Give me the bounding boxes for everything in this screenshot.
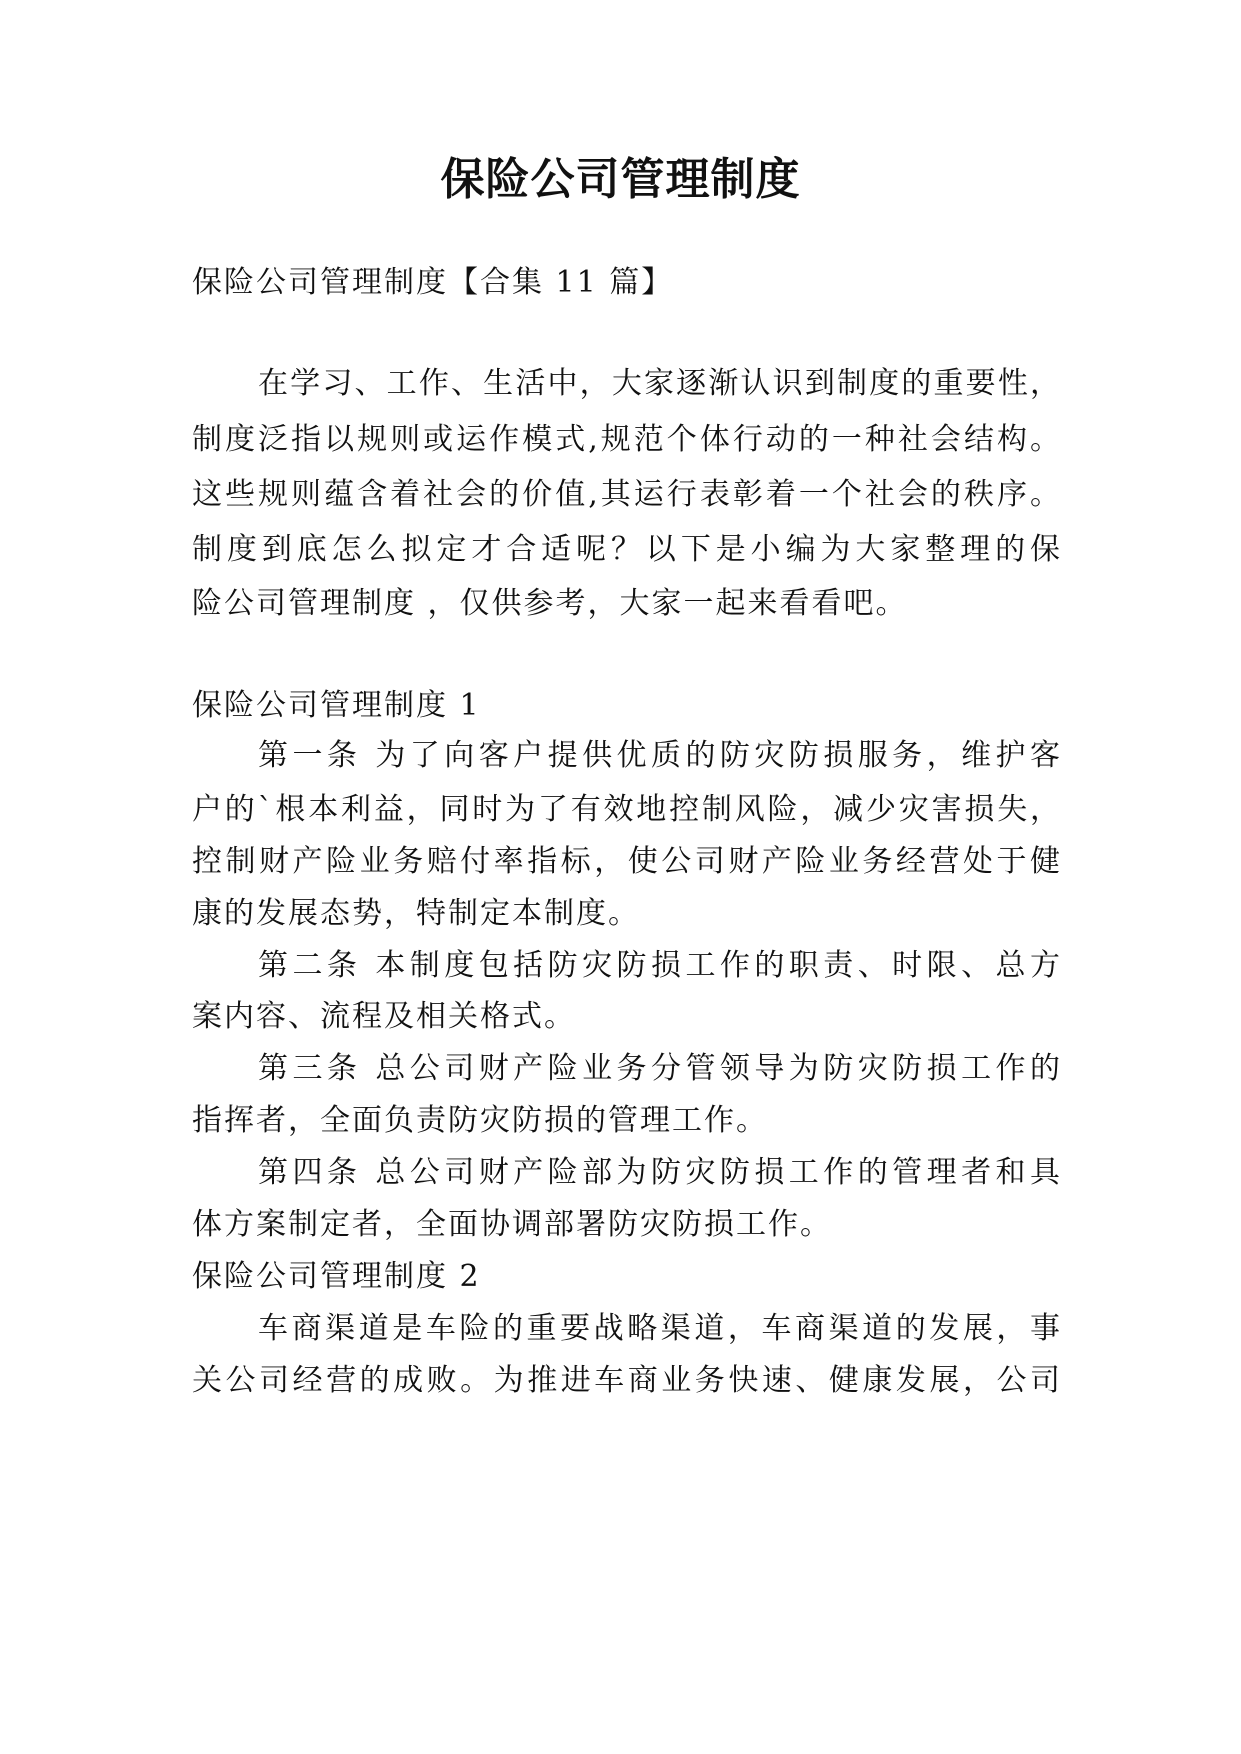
article-line: 康的发展态势，特制定本制度。 [192,896,640,931]
intro-line: 这些规则蕴含着社会的价值,其运行表彰着一个社会的秩序。 [192,477,1062,512]
intro-line: 险公司管理制度 ，仅供参考，大家一起来看看吧。 [192,586,908,621]
collection-heading: 保险公司管理制度【合集 11 篇】 [192,265,674,300]
paragraph-line: 车商渠道是车险的重要战略渠道，车商渠道的发展，事 [258,1311,1062,1346]
article-line: 第一条 为了向客户提供优质的防灾防损服务，维护客 [258,738,1062,773]
article-line: 第三条 总公司财产险业务分管领导为防灾防损工作的 [258,1051,1062,1086]
article-line: 体方案制定者，全面协调部署防灾防损工作。 [192,1207,832,1242]
section-heading: 保险公司管理制度 2 [192,1259,481,1294]
article-line: 户的`根本利益，同时为了有效地控制风险，减少灾害损失， [192,792,1062,827]
article-line: 案内容、流程及相关格式。 [192,999,576,1034]
document-title: 保险公司管理制度 [440,154,801,205]
intro-line: 制度泛指以规则或运作模式,规范个体行动的一种社会结构。 [192,422,1062,457]
intro-line: 制度到底怎么拟定才合适呢？以下是小编为大家整理的保 [192,532,1062,567]
intro-line: 在学习、工作、生活中，大家逐渐认识到制度的重要性， [258,366,1062,401]
article-line: 控制财产险业务赔付率指标，使公司财产险业务经营处于健 [192,844,1062,879]
article-line: 第四条 总公司财产险部为防灾防损工作的管理者和具 [258,1155,1062,1190]
article-line: 指挥者，全面负责防灾防损的管理工作。 [192,1103,768,1138]
article-line: 第二条 本制度包括防灾防损工作的职责、时限、总方 [258,948,1062,983]
section-heading: 保险公司管理制度 1 [192,688,481,723]
paragraph-line: 关公司经营的成败。为推进车商业务快速、健康发展，公司 [192,1363,1062,1398]
